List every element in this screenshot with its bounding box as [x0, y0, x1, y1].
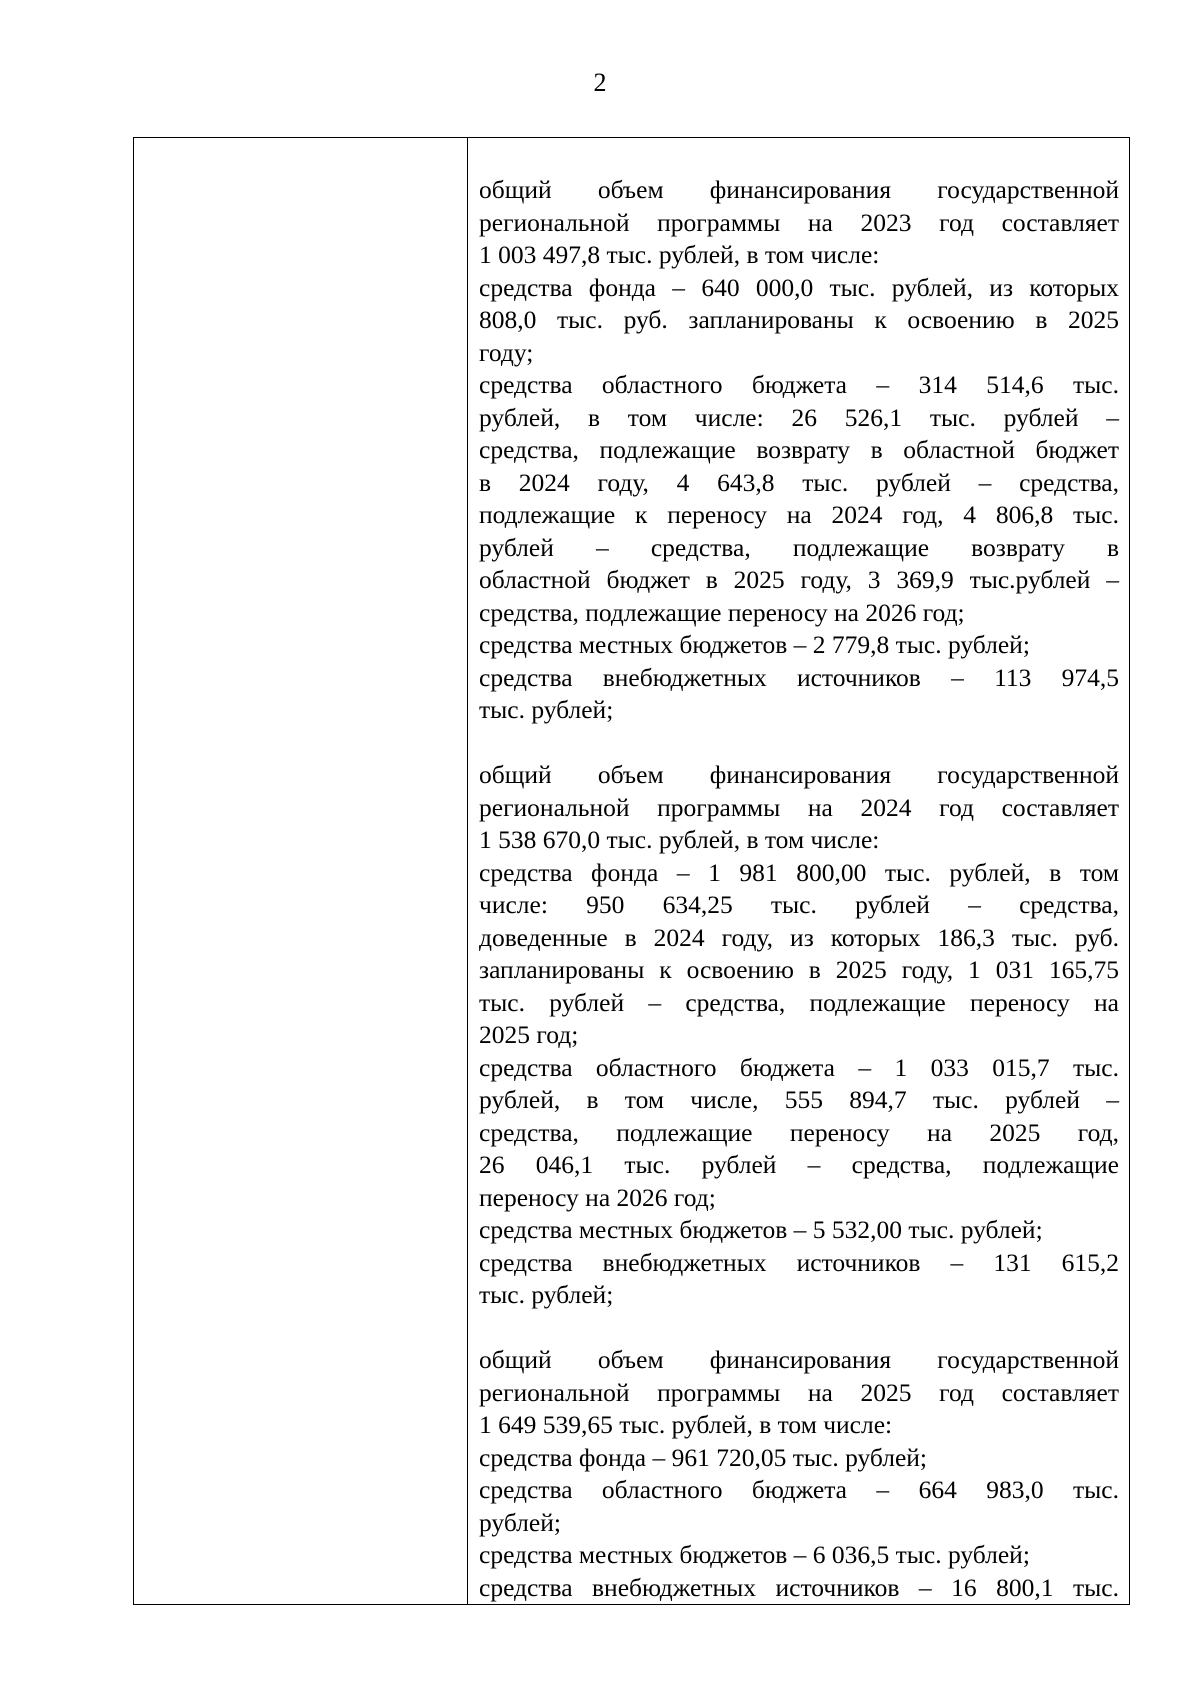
financing-year-block: [479, 174, 1119, 727]
text-line: запланированы к освоению в 2025 году, 1 031 165,75: [479, 955, 1119, 984]
text-line: рублей, в том числе, 555 894,7 тыс. рублей –: [479, 1085, 1119, 1114]
text-line: средства областного бюджета – 314 514,6 тыс.: [479, 370, 1119, 399]
text-line: средства фонда – 640 000,0 тыс. рублей, из которых: [479, 272, 1119, 302]
text-line: средства, подлежащие переносу на 2025 год,: [479, 1117, 1119, 1147]
text-line: рублей, в том числе: 26 526,1 тыс. рублей –: [479, 402, 1119, 432]
text-line: региональной программы на 2025 год составляет: [479, 1377, 1119, 1407]
text-line: средства местных бюджетов – 2 779,8 тыс. рублей;: [479, 630, 1030, 659]
financing-year-block: [479, 1344, 1119, 1604]
text-line: средства, подлежащие возврату в областной бюджет: [479, 435, 1119, 464]
table-left-column: [134, 138, 468, 1604]
text-line: региональной программы на 2023 год составляет: [479, 207, 1119, 237]
text-line: средства областного бюджета – 1 033 015,7 тыс.: [479, 1052, 1119, 1082]
text-line: 808,0 тыс. руб. запланированы к освоению в 2025: [479, 305, 1119, 334]
financing-table: [133, 137, 1130, 1605]
text-line: средства областного бюджета – 664 983,0 тыс.: [479, 1475, 1119, 1504]
text-line: средства внебюджетных источников – 16 800,1 тыс.: [479, 1572, 1119, 1602]
text-line: тыс. рублей – средства, подлежащие переносу на: [479, 987, 1119, 1017]
text-line: средства внебюджетных источников – 113 974,5: [479, 662, 1119, 692]
text-line: общий объем финансирования государственной: [479, 175, 1119, 204]
text-line: переносу на 2026 год;: [479, 1182, 716, 1212]
text-line: рублей – средства, подлежащие возврату в: [479, 532, 1119, 562]
text-line: году;: [479, 337, 534, 367]
text-line: 26 046,1 тыс. рублей – средства, подлежащие: [479, 1150, 1119, 1179]
text-line: средства фонда – 1 981 800,00 тыс. рублей, в том: [479, 857, 1119, 887]
text-line: общий объем финансирования государственной: [479, 760, 1119, 789]
text-line: тыс. рублей;: [479, 695, 614, 724]
text-line: подлежащие к переносу на 2024 год, 4 806,8 тыс.: [479, 500, 1119, 529]
text-line: доведенные в 2024 году, из которых 186,3 тыс. руб.: [479, 922, 1119, 952]
text-line: общий объем финансирования государственной: [479, 1345, 1119, 1374]
text-line: числе: 950 634,25 тыс. рублей – средства,: [479, 890, 1119, 919]
text-line: 1 538 670,0 тыс. рублей, в том числе:: [479, 825, 880, 854]
text-line: 1 649 539,65 тыс. рублей, в том числе:: [479, 1410, 893, 1439]
text-line: 2025 год;: [479, 1020, 579, 1049]
text-line: областной бюджет в 2025 году, 3 369,9 тыс.рублей –: [479, 565, 1119, 594]
text-line: средства внебюджетных источников – 131 615,2: [479, 1247, 1119, 1277]
page-number: 2: [593, 68, 607, 97]
text-line: в 2024 году, 4 643,8 тыс. рублей – средства,: [479, 467, 1119, 497]
text-line: тыс. рублей;: [479, 1280, 614, 1309]
text-line: средства фонда – 961 720,05 тыс. рублей;: [479, 1442, 928, 1472]
text-line: региональной программы на 2024 год составляет: [479, 792, 1119, 822]
text-line: рублей;: [479, 1507, 561, 1537]
text-line: средства местных бюджетов – 5 532,00 тыс. рублей;: [479, 1215, 1043, 1244]
text-line: средства местных бюджетов – 6 036,5 тыс. рублей;: [479, 1540, 1030, 1569]
table-right-column: [468, 138, 1129, 1604]
text-line: средства, подлежащие переносу на 2026 год;: [479, 597, 965, 627]
financing-year-block: [479, 759, 1119, 1312]
text-line: 1 003 497,8 тыс. рублей, в том числе:: [479, 240, 880, 269]
